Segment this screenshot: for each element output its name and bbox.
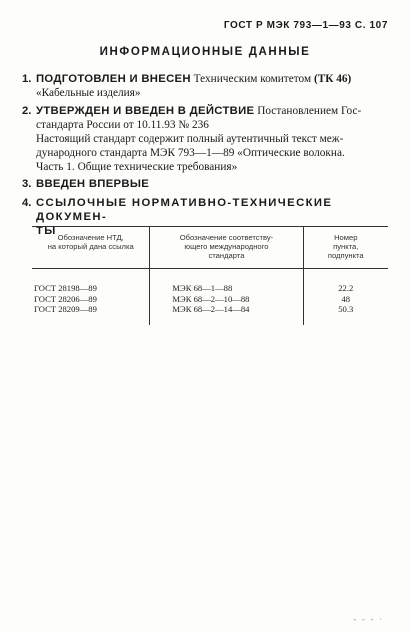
cell-ntd: ГОСТ 28206—89 — [34, 293, 97, 304]
item-line — [36, 104, 392, 118]
item-text: Техническим комитетом — [190, 73, 314, 85]
cell-intl-standard: МЭК 68—2—10—88 — [150, 294, 303, 305]
cell-intl-standard: МЭК 68—2—14—84 — [150, 304, 303, 325]
item-line: дународного стандарта МЭК 793—1—89 «Оптические волокна. — [36, 147, 345, 159]
reference-documents-table — [32, 226, 388, 325]
header-line: подпункта — [327, 251, 364, 260]
cell-ntd: ГОСТ 28198—89 — [34, 283, 97, 293]
info-item-2 — [22, 104, 392, 174]
item-heading: ВВЕДЕН ВПЕРВЫЕ — [36, 178, 150, 190]
cell-intl-standard: МЭК 68—1—88 — [150, 269, 303, 294]
header-line: ющего международного — [184, 242, 269, 251]
item-number: 4. — [22, 197, 32, 209]
item-number: 1. — [22, 73, 32, 85]
item-line: стандарта России от 10.11.93 № 236 — [36, 119, 209, 131]
header-line: пункта, — [333, 242, 359, 251]
header-line: стандарта — [208, 251, 245, 260]
table-header-row — [32, 227, 388, 269]
item-heading-cont: ТЫ — [36, 225, 57, 237]
scan-artifact: - - - · — [353, 615, 384, 624]
item-number: 2. — [22, 105, 32, 117]
item-heading: УТВЕРЖДЕН И ВВЕДЕН В ДЕЙСТВИЕ — [36, 105, 255, 117]
item-line: «Кабельные изделия» — [36, 87, 141, 99]
item-text: Постановлением Гос- — [254, 105, 362, 117]
header-clause-number — [303, 227, 388, 269]
table-row — [32, 269, 388, 294]
item-line — [36, 72, 392, 86]
header-line: Обозначение НТД, — [57, 233, 124, 242]
item-text-bold: (ТК 46) — [313, 73, 352, 85]
cell-clause: 48 — [303, 294, 388, 305]
cell-ntd: ГОСТ 28209—89 — [34, 304, 97, 314]
table-row — [32, 304, 388, 325]
item-number: 3. — [22, 178, 32, 190]
running-header: ГОСТ Р МЭК 793—1—93 С. 107 — [223, 20, 388, 31]
cell-clause: 50.3 — [303, 304, 388, 325]
section-title: ИНФОРМАЦИОННЫЕ ДАННЫЕ — [99, 46, 311, 58]
item-heading: ССЫЛОЧНЫЕ НОРМАТИВНО-ТЕХНИЧЕСКИЕ ДОКУМЕН- — [36, 197, 333, 223]
table-row — [32, 294, 388, 305]
item-line: Часть 1. Общие технические требования» — [36, 161, 238, 173]
header-line: Обозначение соответству- — [179, 233, 274, 242]
info-item-1 — [22, 72, 392, 100]
item-line: Настоящий стандарт содержит полный аутентичный текст меж- — [36, 133, 344, 145]
header-ntd-designation — [32, 227, 150, 269]
cell-clause: 22.2 — [303, 269, 388, 294]
item-heading: ПОДГОТОВЛЕН И ВНЕСЕН — [36, 73, 191, 85]
info-item-3 — [22, 177, 392, 191]
header-line: Номер — [334, 233, 358, 242]
header-intl-standard — [150, 227, 303, 269]
header-line: на который дана ссылка — [47, 242, 134, 251]
